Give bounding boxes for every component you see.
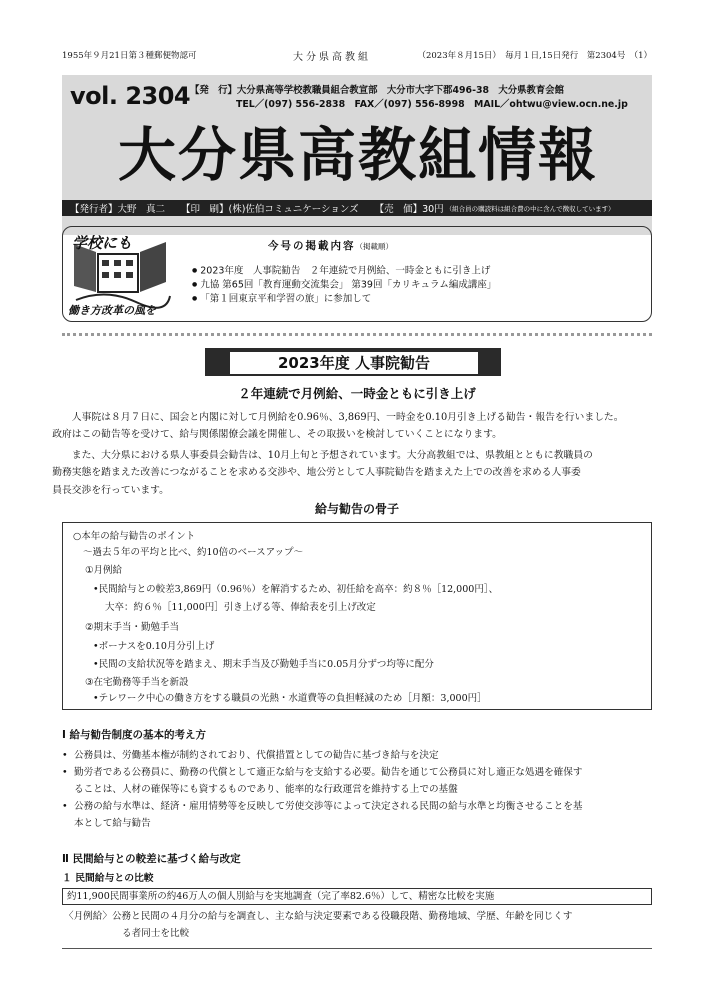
logo-text-bottom: 働き方改革の風を [68,304,156,317]
para2-line2: 勤務実態を踏まえた改善につながることを求める交渉や、地公労として人事院勧告を踏まえた上での改善を求める人事委 [52,467,581,479]
publisher-address: 【発 行】大分県高等学校教職員組合教宣部 大分市大字下郡496-38 大分県教育会館 [190,85,565,96]
monthly-pay-text [62,908,652,942]
postal-permit: 1955年９月21日第３種郵便物認可 [62,51,197,61]
masthead-bar [62,200,652,216]
point-2-heading: ②期末手当・勤勉手当 [85,622,180,633]
points-title: ○本年の給与勧告のポイント [73,531,196,542]
bottom-rule [62,948,652,949]
contents-item: ● 「第１回東京平和学習の旅」に参加して [192,292,496,306]
volume-number: vol. 2304 [70,82,191,110]
section-2-subtitle: １ 民間給与との比較 [62,873,154,884]
monthly-pay-label: 〈月例給〉 [64,911,112,922]
section-1-title: Ⅰ 給与勧告制度の基本的考え方 [62,729,207,741]
campaign-logo-icon [66,230,174,318]
top-strip [62,48,652,62]
para1-line1: 人事院は８月７日に、国会と内閣に対して月例給を0.96％、3,869円、一時金を0.10月引き上げる勧告・報告を行いました。 [71,412,624,423]
contents-list [192,264,496,305]
issue-info: （2023年８月15日） 毎月１日,15日発行 第2304号 （1） [417,51,652,61]
section-2-title: Ⅱ 民間給与との較差に基づく給与改定 [62,853,241,865]
publisher-contact: TEL／(097) 556-2838 FAX／(097) 556-8998 MAIL／ohtwu@view.ocn.ne.jp [236,99,628,110]
paragraph-2 [52,447,652,499]
points-subtitle: ～過去５年の平均と比べ、約10倍のベースアップ～ [83,547,303,558]
contents-item: ● 九協 第65回「教育運動交流集会」 第39回「カリキュラム編成講座」 [192,278,496,292]
points-box [62,522,652,710]
survey-box: 約11,900民間事業所の約46万人の個人別給与を実地調査（完了率82.6％）して、精密な比較を実施 [62,888,652,905]
para2-line3: 員長交渉を行っています。 [52,484,169,496]
list-item-cont: ることは、人材の確保等にも資するものであり、能率的な行政運営を維持する上での基盤 [74,784,458,795]
bar-price: 【売 価】30円 [374,204,444,215]
headline: 2023年度 人事院勧告 [229,351,479,375]
publisher-info [190,84,650,112]
subheadline: ２年連続で月例給、一時金ともに引き上げ [238,386,476,401]
para1-line2: 政府はこの勧告等を受けて、給与関係閣僚会議を開催し、その取扱いを検討していくことになります。 [52,429,502,441]
point-1-bullet: •民間給与との較差3,869円（0.96％）を解消するため、初任給を高卒：約８％［12,000円］、 [93,584,499,595]
contents-item: ● 2023年度 人事院勧告 ２年連続で月例給、一時金ともに引き上げ [192,264,496,278]
section-title: 給与勧告の骨子 [314,502,399,516]
list-item-cont: 本として給与勧告 [74,818,151,829]
bar-price-note: （組合員の購読料は組合費の中に含んで徴収しています） [445,204,615,213]
bar-printer: 【印 刷】(株)佐伯コミュニケーションズ [181,204,359,215]
contents-title [268,238,393,253]
contents-title-note: （掲載順） [355,242,393,251]
para2-line1: また、大分県における県人事委員会勧告は、10月上旬と予想されています。大分高教組では、県教組とともに教職員の [71,450,593,461]
logo-text-top: 学校にも [72,234,133,252]
paragraph-1 [52,409,652,444]
point-2-bullet-1: •ボーナスを0.10月分引上げ [93,641,215,652]
point-1-heading: ①月例給 [85,565,123,576]
dotted-divider [62,333,652,336]
point-3-heading: ③在宅勤務等手当を新設 [85,677,189,688]
list-item: 公務員は、労働基本権が制約されており、代償措置としての勧告に基づき給与を決定 [74,750,439,761]
list-item: 勤労者である公務員に、勤務の代償として適正な給与を支給する必要。勧告を通じて公務員に対し適正な処遇を確保す [74,767,583,778]
monthly-pay-line1: 公務と民間の４月分の給与を調査し、主な給与決定要素である役職段階、勤務地域、学歴、年齢を同じくす [111,911,573,922]
point-2-bullet-2: •民間の支給状況等を踏まえ、期末手当及び勤勉手当に0.05月分ずつ均等に配分 [93,659,434,670]
newsletter-title: 大分県高教組情報 [117,121,598,189]
bar-publisher: 【発行者】大野 真二 [70,204,166,215]
contents-title-text: 今号の掲載内容 [268,240,356,252]
point-3-bullet: •テレワーク中心の働き方をする職員の光熱・水道費等の負担軽減のため［月額：3,000円］ [93,693,487,704]
monthly-pay-line2: る者同士を比較 [122,928,190,939]
list-item: 公務の給与水準は、経済・雇用情勢等を反映して労使交渉等によって決定される民間の給与水準と均衡させることを基 [74,801,583,812]
section-1-bullets: • 公務員は、労働基本権が制約されており、代償措置としての勧告に基づき給与を決定 • 勤労者である公務員に、勤務の代償として適正な給与を支給する必要。勧告を通じて公務員に対し適正な処遇を確保す ることは、人材の確保等にも資するものであり、能率的な行政運営を維持する上での基盤 • 公務の給与水準は、経済・雇用情勢等を反映して労使交渉等によって決定される民間の給与水準と均衡させることを基 本として給与勧告 [62,747,652,832]
point-1-bullet-cont: 大卒：約６％［11,000円］引き上げる等、俸給表を引上げ改定 [105,602,376,613]
publisher-short: 大分県高教組 [293,51,371,63]
